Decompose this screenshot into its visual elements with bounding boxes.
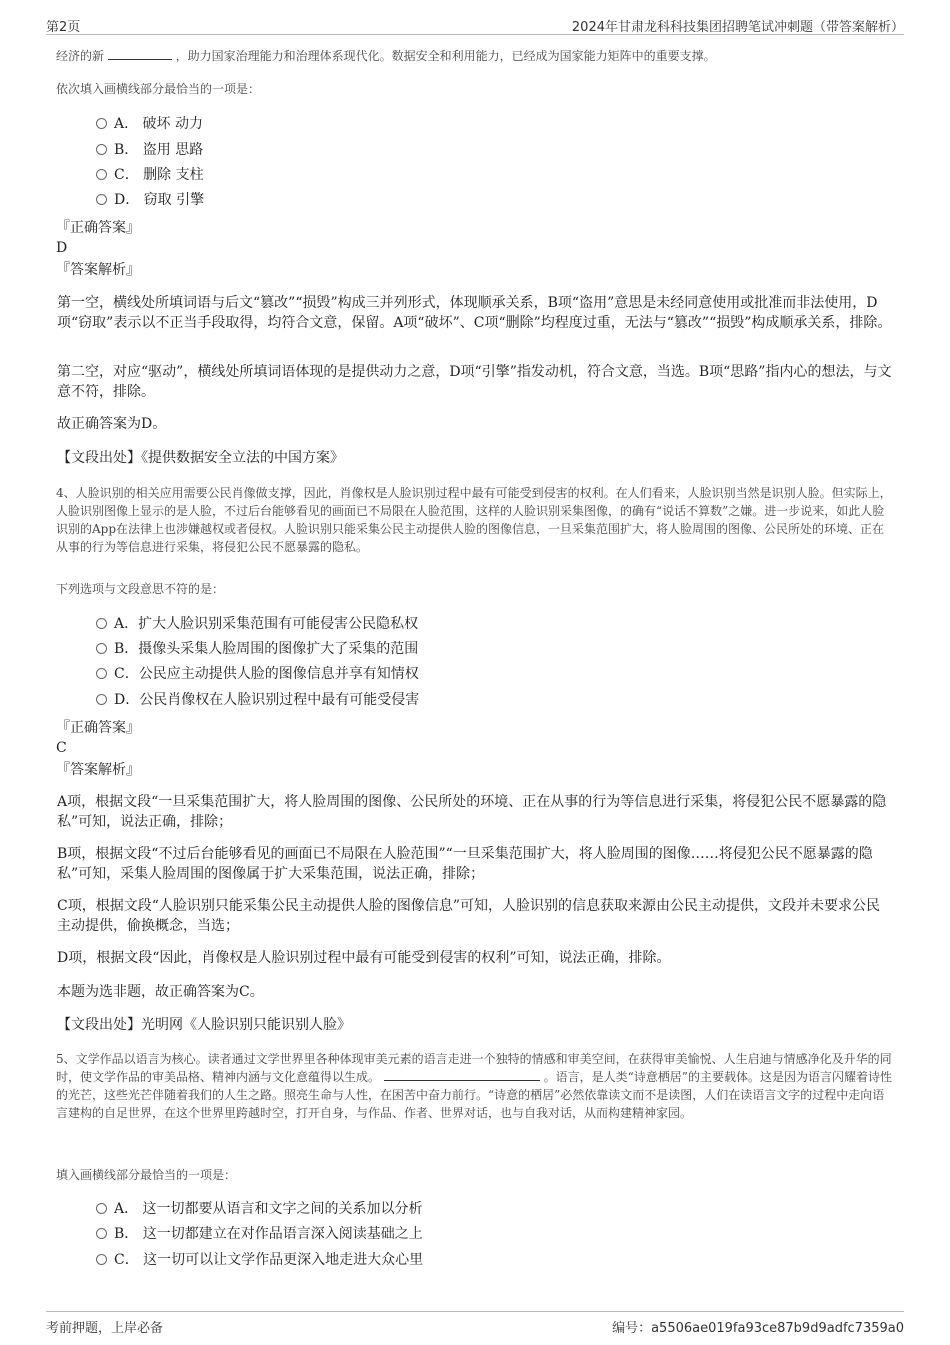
q4-option-d[interactable]: D．公民肖像权在人脸识别过程中最有可能受侵害: [96, 690, 419, 710]
q3-option-d[interactable]: D． 窃取 引擎: [96, 190, 204, 210]
q3-stem: 经济的新 ，助力国家治理能力和治理体系现代化。数据安全和利用能力，已经成为国家能力矩阵中的重要支撑。: [56, 49, 716, 63]
q3-option-b[interactable]: B． 盗用 思路: [96, 140, 203, 160]
radio-icon[interactable]: [96, 643, 107, 654]
radio-icon[interactable]: [96, 194, 107, 205]
q3-analysis-1: 第一空，横线处所填词语与后文“篡改”“损毁”构成三并列形式，体现顺承关系，B项“盗用”意思是未经同意使用或批准而非法使用，D项“窃取”表示以不正当手段取得，均符合文意，保留。A项“破坏”、C项“删除”均程度过重，无法与“篡改”“损毁”构成顺承关系，排除。: [57, 295, 892, 331]
q3-option-a[interactable]: A． 破坏 动力: [96, 114, 203, 134]
footer-slogan: 考前押题，上岸必备: [46, 1321, 164, 1336]
q4-option-c[interactable]: C．公民应主动提供人脸的图像信息并享有知情权: [96, 664, 419, 684]
radio-icon[interactable]: [96, 169, 107, 180]
document-code: 编号：a5506ae019fa93ce87b9d9adfc7359a0: [612, 1321, 904, 1336]
radio-icon[interactable]: [96, 1228, 107, 1239]
q4-option-a[interactable]: A．扩大人脸识别采集范围有可能侵害公民隐私权: [96, 614, 418, 634]
q5-stem: 5、文学作品以语言为核心。读者通过文学世界里各种体现审美元素的语言走进一个独特的情感和审美空间，在获得审美愉悦、人生启迪与情感净化及升华的同时，使文学作品的审美品格、精神内涵与文化意蕴得以生成。 。语言，是人类“诗意栖居”的主要载体。这是因为语言闪耀着诗性的光芒，这些光芒伴随着我们的人生之路。照亮生命与人性，在困苦中奋力前行。“诗意的栖居”必然依靠读文而不是读图，人们在读语言文字的过程中走向语言建构的自足世界，在这个世界里跨越时空，打开自身，与作品、作者、世界对话，也与自我对话，从而构建精神家园。: [56, 1052, 892, 1120]
radio-icon[interactable]: [96, 694, 107, 705]
q4-analysis-5: 本题为选非题，故正确答案为C。: [57, 984, 264, 1000]
radio-icon[interactable]: [96, 618, 107, 629]
q4-source: 【文段出处】光明网《人脸识别只能识别人脸》: [57, 1017, 351, 1033]
q3-answer: D: [56, 240, 68, 256]
document-title: 2024年甘肃龙科科技集团招聘笔试冲刺题（带答案解析）: [571, 20, 904, 35]
page-header: [46, 14, 904, 35]
page-footer: [46, 1311, 904, 1336]
q3-option-c[interactable]: C． 删除 支柱: [96, 165, 204, 185]
q4-answer-label: 『正确答案』: [56, 720, 140, 736]
q5-option-b[interactable]: B． 这一切都建立在对作品语言深入阅读基础之上: [96, 1224, 423, 1244]
q3-blank: [108, 47, 172, 60]
q3-analysis-label: 『答案解析』: [56, 262, 140, 278]
q3-answer-label: 『正确答案』: [56, 220, 140, 236]
q4-answer: C: [56, 740, 67, 756]
q4-prompt: 下列选项与文段意思不符的是：: [56, 582, 225, 596]
q5-option-c[interactable]: C． 这一切可以让文学作品更深入地走进大众心里: [96, 1250, 423, 1270]
radio-icon[interactable]: [96, 1203, 107, 1214]
q4-analysis-2: B项，根据文段“不过后台能够看见的画面已不局限在人脸范围”“一旦采集范围扩大，将人脸周围的图像……将侵犯公民不愿暴露的隐私”可知，采集人脸周围的图像属于扩大采集范围，说法正确，排除；: [57, 846, 873, 882]
q4-analysis-4: D项，根据文段“因此，肖像权是人脸识别过程中最有可能受到侵害的权利”可知，说法正确，排除。: [57, 950, 671, 966]
q4-analysis-1: A项，根据文段“一旦采集范围扩大，将人脸周围的图像、公民所处的环境、正在从事的行为等信息进行采集，将侵犯公民不愿暴露的隐私”可知，说法正确，排除；: [57, 794, 887, 830]
q4-stem: 4、人脸识别的相关应用需要公民肖像做支撑，因此，肖像权是人脸识别过程中最有可能受到侵害的权利。在人们看来，人脸识别当然是识别人脸。但实际上，人脸识别图像上显示的是人脸，不过后台能够看见的画面已不局限在人脸范围，这样的人脸识别采集图像，的确有“说话不算数”之嫌。进一步说来，如此人脸识别的App在法律上也涉嫌越权或者侵权。人脸识别只能采集公民主动提供人脸的图像信息，一旦采集范围扩大，将人脸周围的图像、公民所处的环境、正在从事的行为等信息进行采集，将侵犯公民不愿暴露的隐私。: [56, 486, 892, 554]
radio-icon[interactable]: [96, 118, 107, 129]
q3-prompt: 依次填入画横线部分最恰当的一项是：: [56, 82, 261, 96]
q5-option-a[interactable]: A． 这一切都要从语言和文字之间的关系加以分析: [96, 1199, 423, 1219]
q5-prompt: 填入画横线部分最恰当的一项是：: [56, 1168, 237, 1182]
q4-analysis-3: C项，根据文段“人脸识别只能采集公民主动提供人脸的图像信息”可知，人脸识别的信息获取来源由公民主动提供，文段并未要求公民主动提供，偷换概念，当选；: [57, 898, 881, 934]
q3-analysis-3: 故正确答案为D。: [57, 416, 167, 432]
page-number: 第2页: [46, 20, 81, 35]
q4-analysis-label: 『答案解析』: [56, 762, 140, 778]
radio-icon[interactable]: [96, 1254, 107, 1265]
radio-icon[interactable]: [96, 144, 107, 155]
q3-source: 【文段出处】《提供数据安全立法的中国方案》: [57, 450, 344, 466]
q4-option-b[interactable]: B．摄像头采集人脸周围的图像扩大了采集的范围: [96, 639, 418, 659]
q5-blank: [384, 1068, 540, 1081]
radio-icon[interactable]: [96, 668, 107, 679]
q3-analysis-2: 第二空，对应“驱动”，横线处所填词语体现的是提供动力之意，D项“引擎”指发动机，符合文意，当选。B项“思路”指内心的想法，与文意不符，排除。: [57, 364, 892, 400]
